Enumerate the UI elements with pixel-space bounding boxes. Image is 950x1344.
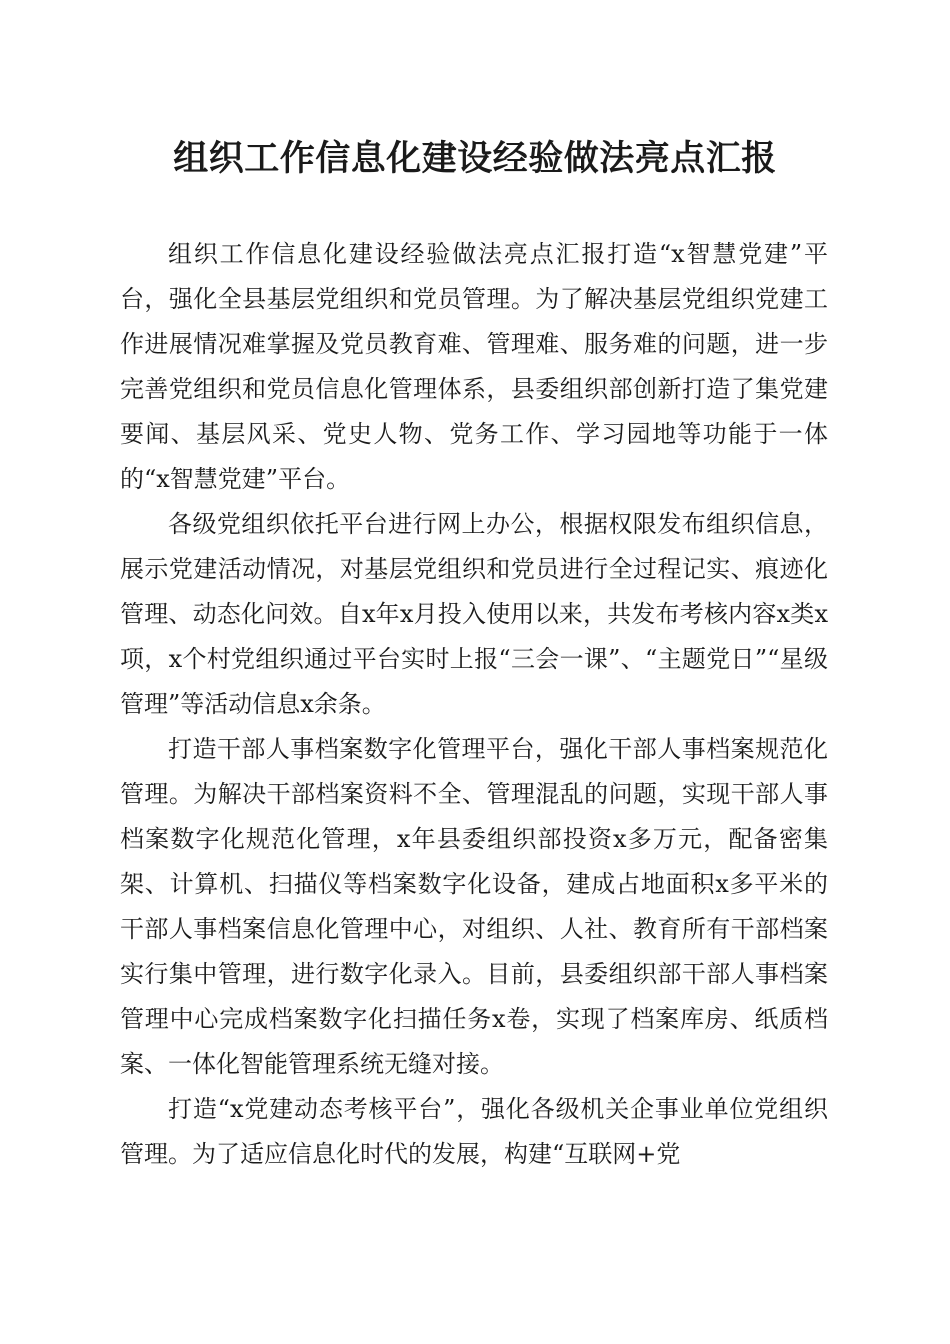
paragraph-2: 各级党组织依托平台进行网上办公，根据权限发布组织信息，展示党建活动情况，对基层党组织和党员进行全过程记实、痕迹化管理、动态化问效。自x年x月投入使用以来，共发布考核内容x类x项，x个村党组织通过平台实时上报“三会一课”、“主题党日”“星级管理”等活动信息x余条。 (120, 510, 828, 718)
paragraph-4: 打造“x党建动态考核平台”，强化各级机关企事业单位党组织管理。为了适应信息化时代的发展，构建“互联网+党 (120, 1095, 828, 1168)
document-body (120, 232, 828, 1177)
paragraph-3: 打造干部人事档案数字化管理平台，强化干部人事档案规范化管理。为解决干部档案资料不全、管理混乱的问题，实现干部人事档案数字化规范化管理，x年县委组织部投资x多万元，配备密集架、计算机、扫描仪等档案数字化设备，建成占地面积x多平米的干部人事档案信息化管理中心，对组织、人社、教育所有干部档案实行集中管理，进行数字化录入。目前，县委组织部干部人事档案管理中心完成档案数字化扫描任务x卷，实现了档案库房、纸质档案、一体化智能管理系统无缝对接。 (120, 735, 828, 1078)
document-title: 组织工作信息化建设经验做法亮点汇报 (173, 138, 777, 179)
paragraph-1: 组织工作信息化建设经验做法亮点汇报打造“x智慧党建”平台，强化全县基层党组织和党员管理。为了解决基层党组织党建工作进展情况难掌握及党员教育难、管理难、服务难的问题，进一步完善党组织和党员信息化管理体系，县委组织部创新打造了集党建要闻、基层风采、党史人物、党务工作、学习园地等功能于一体的“x智慧党建”平台。 (120, 240, 828, 493)
